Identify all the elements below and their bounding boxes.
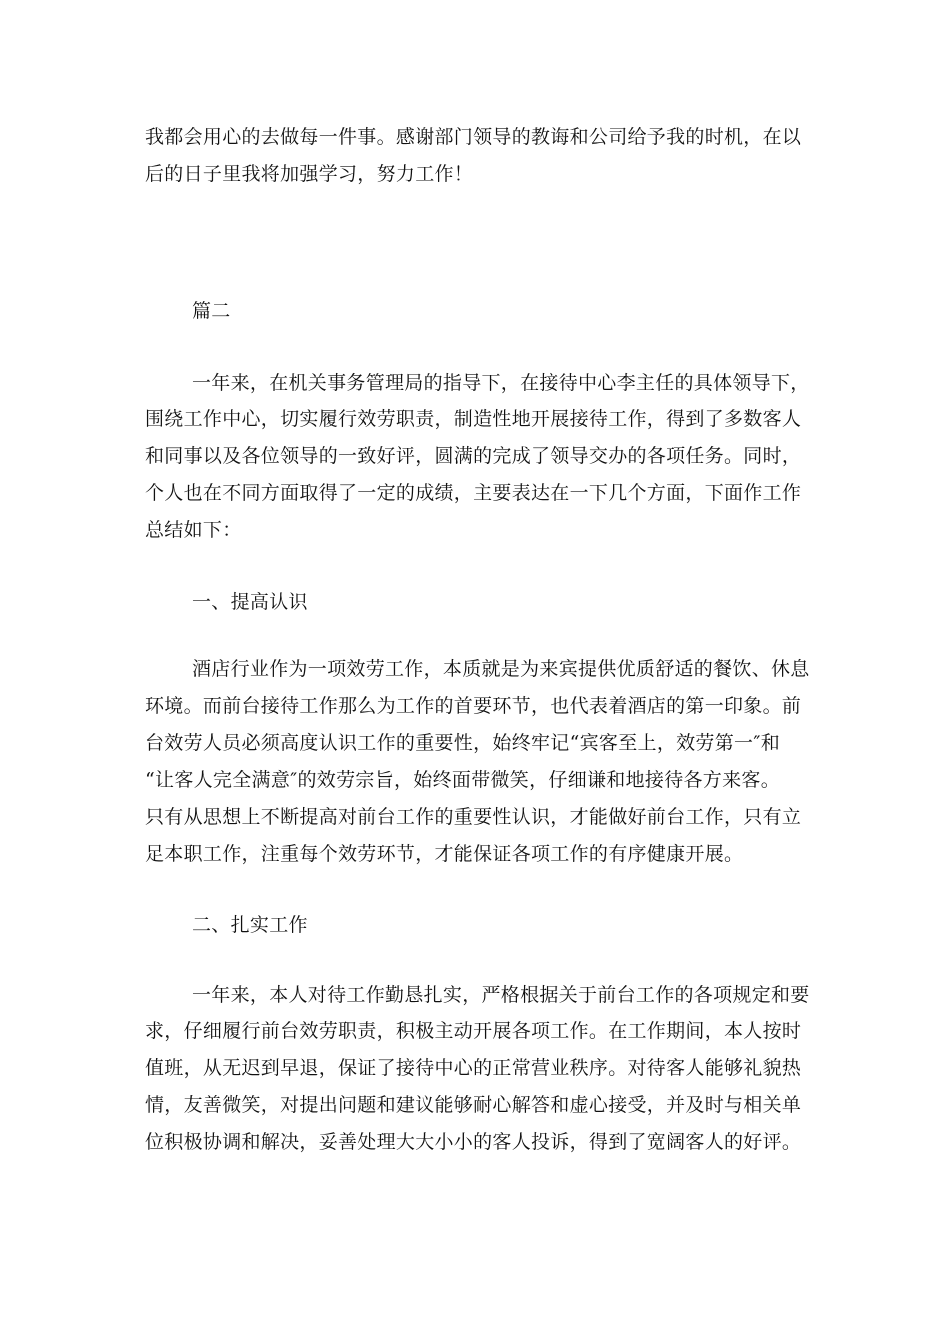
text-line: 足本职工作，注重每个效劳环节，才能保证各项工作的有序健康开展。 bbox=[145, 843, 744, 865]
section-heading: 二、扎实工作 bbox=[192, 914, 308, 936]
text-line: 一年来，本人对待工作勤恳扎实，严格根据关于前台工作的各项规定和要 bbox=[192, 984, 810, 1006]
text-line: 一年来，在机关事务管理局的指导下，在接待中心李主任的具体领导下， bbox=[192, 372, 810, 394]
text-line: 总结如下： bbox=[145, 519, 242, 541]
text-line: 和同事以及各位领导的一致好评，圆满的完成了领导交办的各项任务。同时， bbox=[145, 445, 802, 467]
text-line: 只有从思想上不断提高对前台工作的重要性认识，才能做好前台工作，只有立 bbox=[145, 806, 802, 828]
text-line: 围绕工作中心，切实履行效劳职责，制造性地开展接待工作，得到了多数客人 bbox=[145, 408, 802, 430]
text-line: 酒店行业作为一项效劳工作，本质就是为来宾提供优质舒适的餐饮、休息 bbox=[192, 658, 810, 680]
text-line: 台效劳人员必须高度认识工作的重要性，始终牢记“宾客至上，效劳第一″和 bbox=[145, 732, 781, 754]
text-line: 值班，从无迟到早退，保证了接待中心的正常营业秩序。对待客人能够礼貌热 bbox=[145, 1057, 802, 1079]
text-line: 情，友善微笑，对提出问题和建议能够耐心解答和虚心接受，并及时与相关单 bbox=[145, 1094, 802, 1116]
section-heading: 一、提高认识 bbox=[192, 591, 308, 613]
text-line: “让客人完全满意″的效劳宗旨，始终面带微笑，仔细谦和地接待各方来客。 bbox=[145, 769, 781, 791]
text-line: 环境。而前台接待工作那么为工作的首要环节，也代表着酒店的第一印象。前 bbox=[145, 695, 802, 717]
text-line: 我都会用心的去做每一件事。感谢部门领导的教诲和公司给予我的时机，在以 bbox=[145, 126, 802, 148]
text-line: 位积极协调和解决，妥善处理大大小小的客人投诉，得到了宽阔客人的好评。 bbox=[145, 1131, 802, 1153]
section-title: 篇二 bbox=[192, 300, 231, 322]
text-line: 后的日子里我将加强学习，努力工作！ bbox=[145, 163, 474, 185]
text-line: 求，仔细履行前台效劳职责，积极主动开展各项工作。在工作期间，本人按时 bbox=[145, 1020, 802, 1042]
text-line: 个人也在不同方面取得了一定的成绩，主要表达在一下几个方面，下面作工作 bbox=[145, 482, 802, 504]
